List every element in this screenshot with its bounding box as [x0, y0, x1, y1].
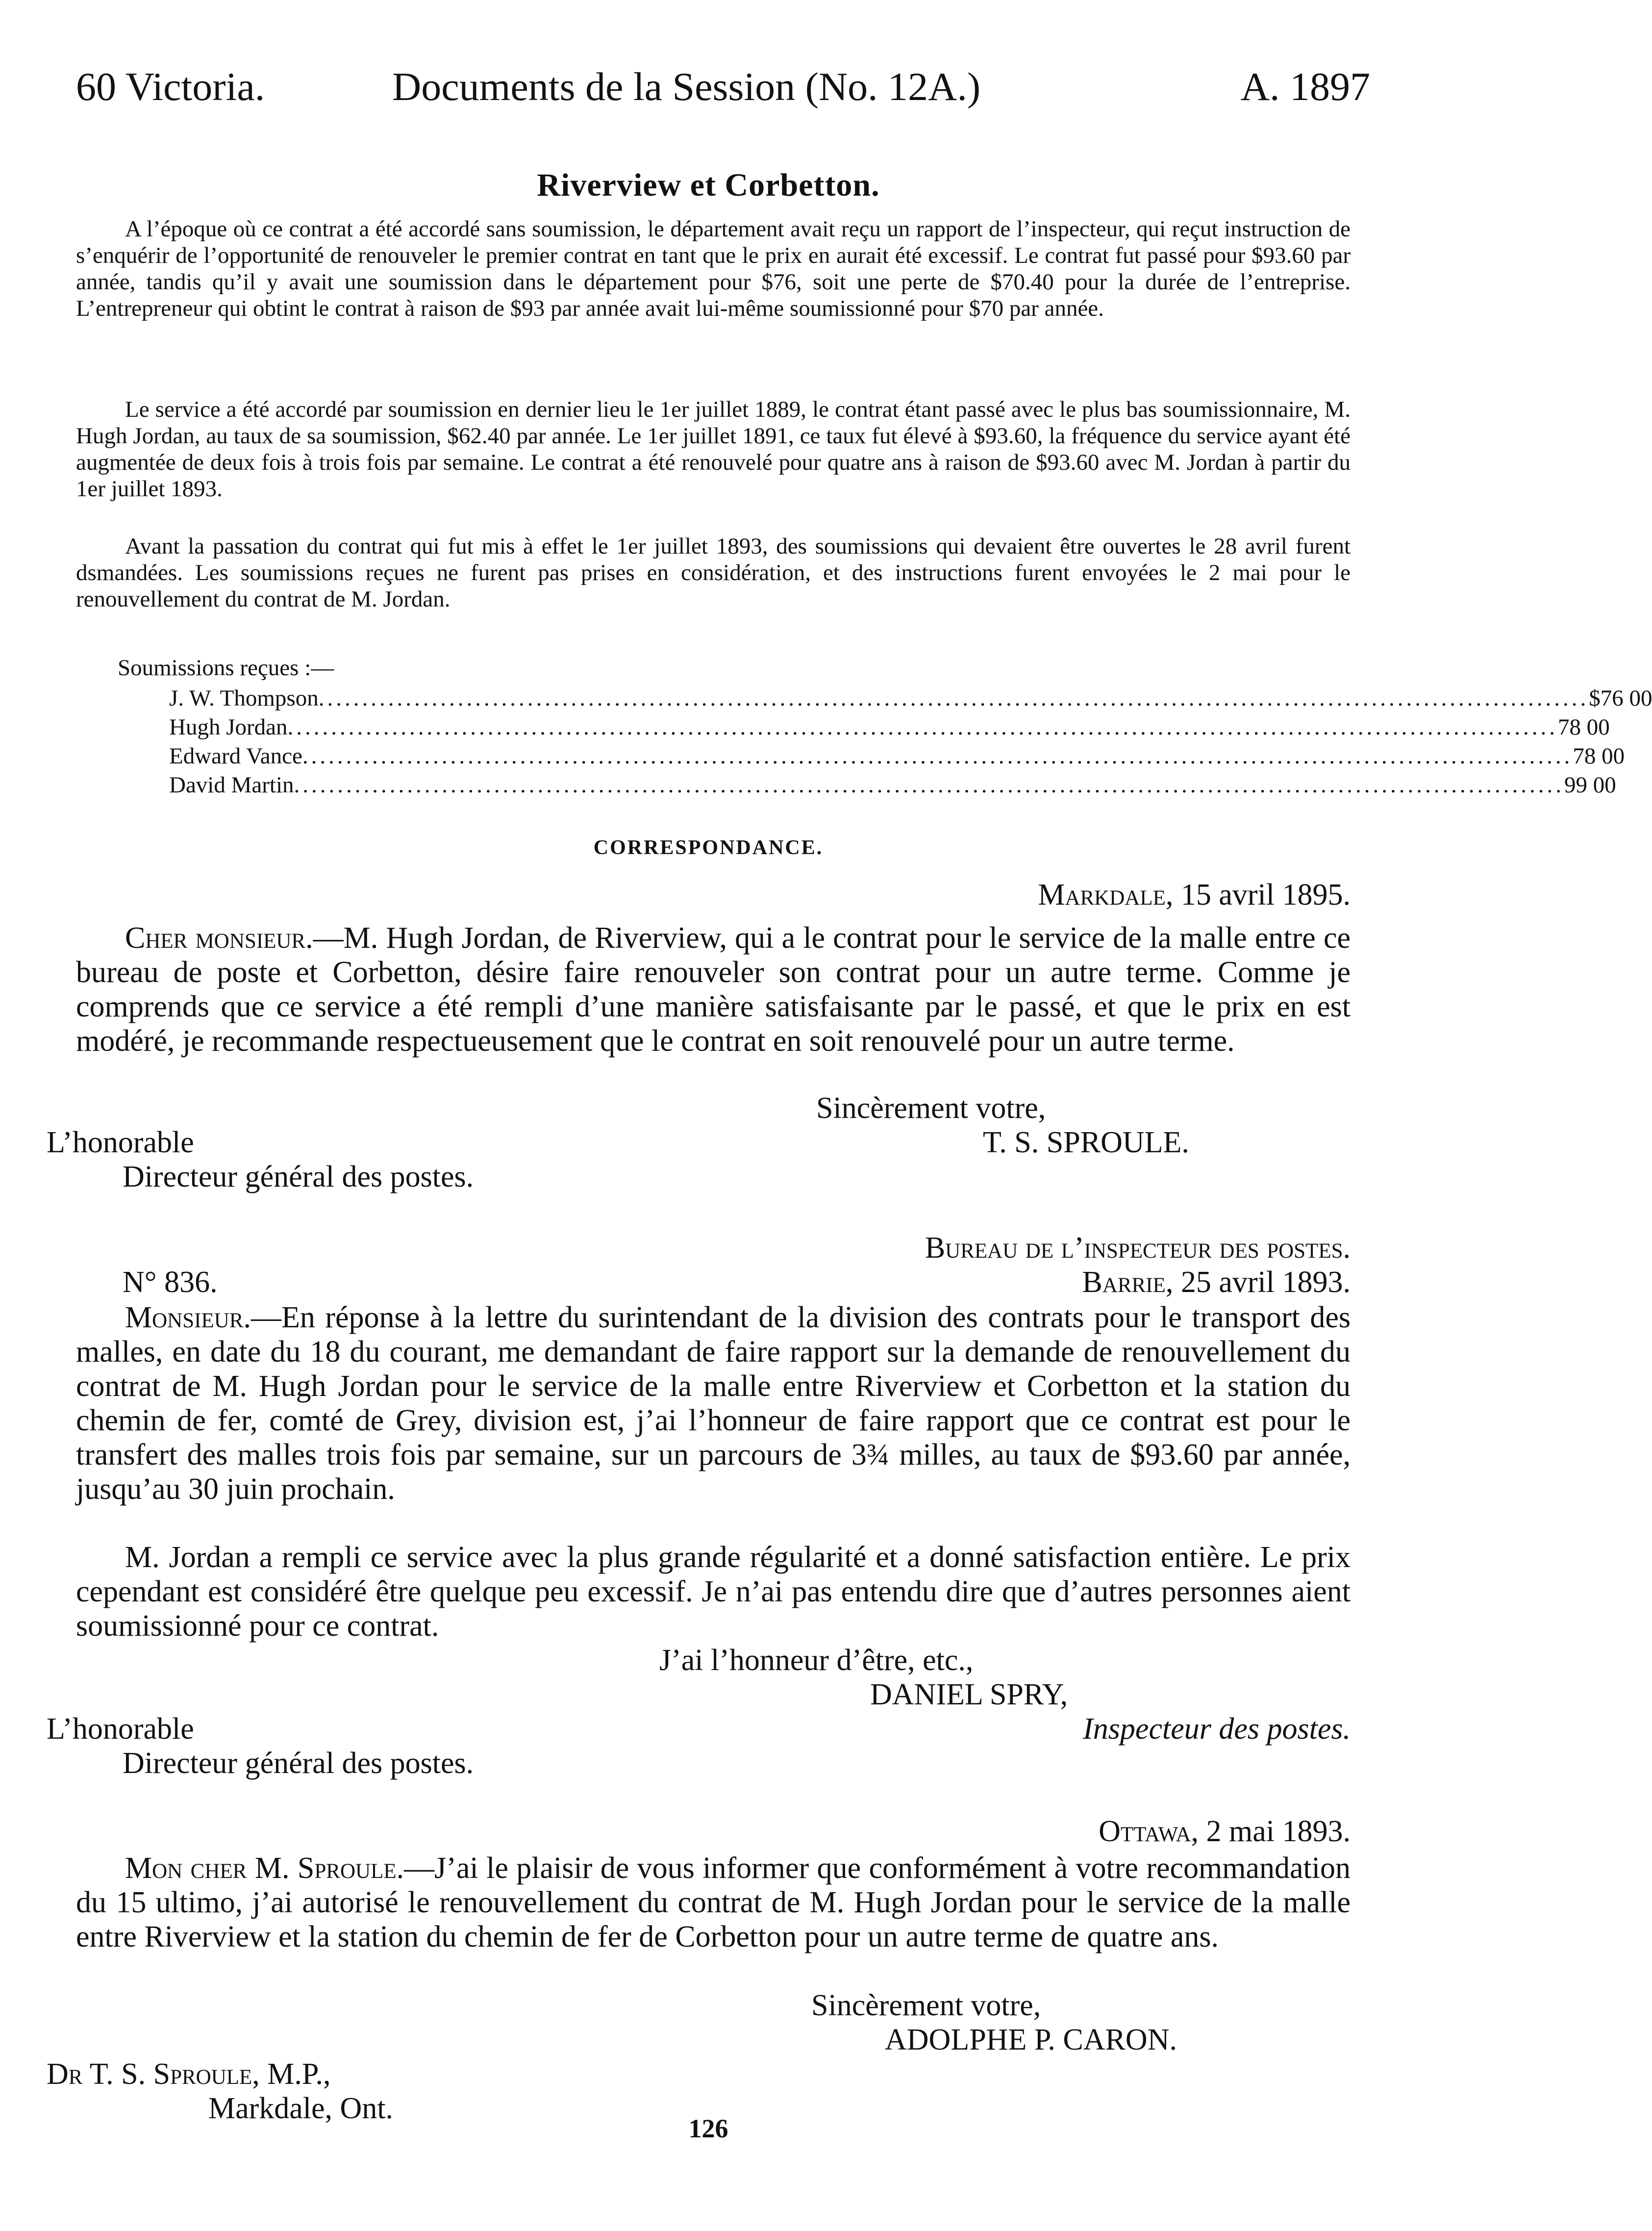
letter3-signature: ADOLPHE P. CARON.	[885, 2023, 1177, 2056]
letter3-addressee: Dr T. S. Sproule, M.P.,	[47, 2057, 331, 2091]
letter2-closing: J’ai l’honneur d’être, etc.,	[659, 1644, 974, 1677]
letter2-body	[76, 1300, 1351, 1506]
letter2-place: Barrie,	[1082, 1266, 1174, 1299]
letter2-date: 25 avril 1893.	[1180, 1266, 1351, 1299]
letter1-closing: Sincèrement votre,	[816, 1091, 1046, 1125]
letter3-body	[76, 1851, 1351, 1954]
letter2-signer-title: Inspecteur des postes.	[1083, 1712, 1351, 1746]
letter2-body-2: M. Jordan a rempli ce service avec la plus grande régularité et a donné satisfaction entière. Le prix cependant est considéré être quelque peu excessif. Je n’ai pas entendu dire que d’autres personnes aient soumissionné pour ce contrat.	[76, 1541, 1351, 1643]
letter2-office: Bureau de l’inspecteur des postes.	[925, 1231, 1351, 1265]
tender-name: Hugh Jordan	[169, 714, 288, 740]
letter3-dateline	[1099, 1814, 1351, 1849]
letter1-signature: T. S. SPROULE.	[983, 1126, 1189, 1159]
tenders-list	[169, 684, 1652, 800]
letter3-text: —J’ai le plaisir de vous informer que conformément à votre recommandation du 15 ultimo, j’ai autorisé le renouvellement du contrat de M. Hugh Jordan pour le service de la malle entre Riverview et la station du chemin de fer de Corbetton pour un autre terme de quatre ans.	[76, 1851, 1351, 1953]
letter1-date: 15 avril 1895.	[1180, 878, 1351, 912]
page-number: 126	[688, 2114, 728, 2143]
tender-name: J. W. Thompson	[169, 685, 319, 711]
leader-dots: ..................................................................................................................................................	[318, 685, 1589, 711]
letter2-text: —En réponse à la lettre du surintendant de la division des contrats pour le transport des malles, en date du 18 du courant, me demandant de faire rapport sur la demande de renouvellement du contrat de M. Hugh Jordan pour le service de la malle entre Riverview et Corbetton et la station du chemin de fer, comté de Grey, division est, j’ai l’honneur de faire rapport que ce contrat est pour le transfert des malles trois fois par semaine, sur un parcours de 3¾ milles, au taux de $93.60 par année, jusqu’au 30 juin prochain.	[76, 1301, 1351, 1506]
tender-row	[169, 713, 1610, 742]
tender-row	[169, 742, 1625, 771]
letter1-body	[76, 921, 1351, 1058]
intro-paragraph-3: Avant la passation du contrat qui fut mis à effet le 1er juillet 1893, des soumissions qui devaient être ouvertes le 28 avril furent dsmandées. Les soumissions reçues ne furent pas prises en considération, et des instructions furent envoyées le 2 mai pour le renouvellement du contrat de M. Jordan.	[76, 533, 1351, 612]
header-year: A. 1897	[1240, 64, 1370, 109]
tender-amount: 78 00	[1573, 743, 1625, 769]
header-session: 60 Victoria.	[76, 64, 265, 109]
intro-paragraph-2: Le service a été accordé par soumission en dernier lieu le 1er juillet 1889, le contrat étant passé avec le plus bas soumissionnaire, M. Hugh Jordan, au taux de sa soumission, $62.40 par année. Le 1er juillet 1891, ce taux fut élevé à $93.60, la fréquence du service ayant été augmentée de deux fois à trois fois par semaine. Le contrat a été renouvelé pour quatre ans à raison de $93.60 avec M. Jordan à partir du 1er juillet 1893.	[76, 397, 1351, 502]
leader-dots: ..................................................................................................................................................	[294, 772, 1565, 798]
tender-amount: 99 00	[1564, 772, 1616, 798]
leader-dots: ..................................................................................................................................................	[302, 743, 1573, 769]
header-document-title: Documents de la Session (No. 12A.)	[392, 64, 981, 109]
letter2-dateline	[1082, 1265, 1351, 1300]
section-title: Riverview et Corbetton.	[537, 167, 880, 203]
letter1-place: Markdale,	[1038, 878, 1174, 912]
letter2-signature: DANIEL SPRY,	[870, 1678, 1068, 1711]
letter2-addressee-title: Directeur général des postes.	[123, 1747, 474, 1780]
letter3-addressee-place: Markdale, Ont.	[208, 2092, 394, 2125]
intro-paragraph-1: A l’époque où ce contrat a été accordé sans soumission, le département avait reçu un rapport de l’inspecteur, qui reçut instruction de s’enquérir de l’opportunité de renouveler le premier contrat en tant que le prix en aurait été excessif. Le contrat fut passé pour $93.60 par année, tandis qu’il y avait une soumission dans le département pour $76, soit une perte de $70.40 pour la durée de l’entreprise. L’entrepreneur qui obtint le contrat à raison de $93 par année avait lui-même soumissionné pour $70 par année.	[76, 216, 1351, 321]
letter1-addressee-title: Directeur général des postes.	[123, 1160, 474, 1193]
tender-name: David Martin	[169, 772, 294, 798]
letter1-salutation: Cher monsieur.	[125, 921, 313, 955]
letter2-addressee: L’honorable	[47, 1712, 194, 1746]
letter3-salutation: Mon cher M. Sproule.	[125, 1851, 404, 1885]
tender-row	[169, 684, 1652, 713]
tender-amount: $76 00	[1589, 685, 1652, 711]
tender-name: Edward Vance	[169, 743, 302, 769]
letter2-number: N° 836.	[123, 1266, 218, 1299]
letter3-closing: Sincèrement votre,	[811, 1989, 1041, 2022]
letter1-dateline	[1038, 878, 1351, 913]
letter1-text: —M. Hugh Jordan, de Riverview, qui a le contrat pour le service de la malle entre ce bureau de poste et Corbetton, désire faire renouveler son contrat pour un autre terme. Comme je comprends que ce service a été rempli d’une manière satisfaisante par le passé, et que le prix en est modéré, je recommande respectueusement que le contrat en soit renouvelé pour un autre terme.	[76, 921, 1351, 1058]
letter3-place: Ottawa,	[1099, 1815, 1199, 1848]
letter3-date: 2 mai 1893.	[1206, 1815, 1351, 1848]
document-page	[47, 0, 1652, 2231]
letter2-salutation: Monsieur.	[125, 1301, 251, 1334]
leader-dots: ..................................................................................................................................................	[287, 714, 1558, 740]
tenders-title: Soumissions reçues :—	[118, 655, 334, 681]
correspondence-heading: CORRESPONDANCE.	[593, 837, 824, 859]
tender-row	[169, 771, 1616, 800]
running-header	[47, 64, 1370, 118]
tender-amount: 78 00	[1558, 714, 1610, 740]
letter1-addressee: L’honorable	[47, 1126, 194, 1159]
